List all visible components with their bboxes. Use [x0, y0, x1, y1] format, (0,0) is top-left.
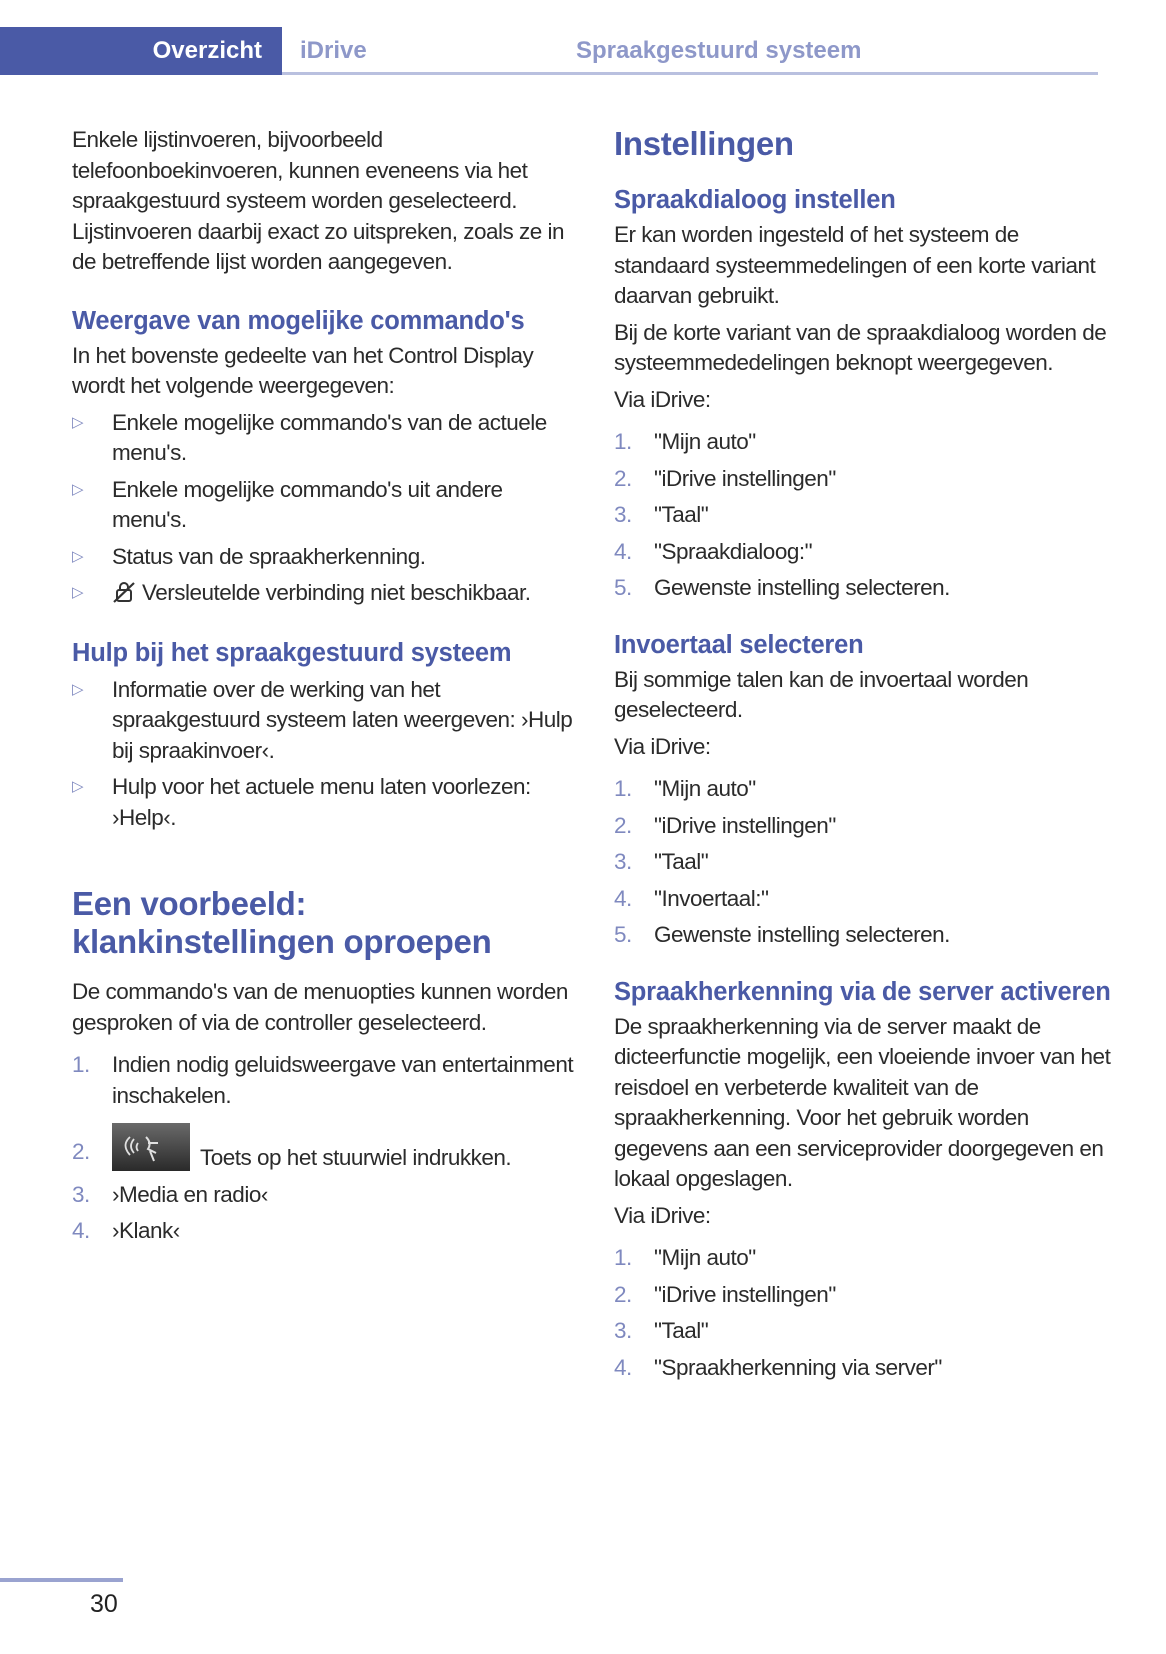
list-item: 1. "Mijn auto"	[614, 1245, 756, 1270]
spraakherkenning-steps	[614, 1243, 1114, 1383]
header-tab-overzicht: Overzicht	[0, 27, 282, 75]
page-number: 30	[90, 1590, 118, 1618]
list-item: 4. "Spraakherkenning via server"	[614, 1354, 942, 1380]
section-title-commands: Weergave van mogelijke commando's	[72, 306, 525, 335]
spraakdialoog-steps	[614, 427, 1114, 604]
section-text-commands: In het bovenste gedeelte van het Control Display wordt het volgende weergegeven:	[72, 342, 534, 398]
triangle-bullet-icon: ▷	[72, 680, 84, 698]
section-title-help: Hulp bij het spraakgestuurd systeem	[72, 638, 512, 667]
paragraph: Er kan worden ingesteld of het systeem de standaard systeemmedelingen of een korte variant daarvan gebruikt.	[614, 222, 1096, 308]
list-item: ▷ Enkele mogelijke commando's uit andere menu's.	[72, 476, 503, 532]
list-item: 4. ›Klank‹	[72, 1218, 180, 1243]
intro-paragraph: Enkele lijstinvoeren, bijvoorbeeld telefoonboekinvoeren, kunnen eveneens via het spraakgestuurd systeem worden geselecteerd. Lijstinvoeren daarbij exact zo uitspreken, zoals ze in de betreffende lijst worden aangegeven.	[72, 127, 565, 274]
list-item: 4. "Spraakdialoog:"	[614, 538, 813, 564]
via-idrive-label: Via iDrive:	[614, 733, 711, 759]
header-tab-idrive: iDrive	[300, 37, 367, 64]
list-item: 1. Indien nodig geluidsweergave van entertainment inschakelen.	[72, 1052, 574, 1108]
voice-button-icon	[112, 1123, 190, 1171]
invoertaal-steps	[614, 774, 1114, 951]
list-item: 2. "iDrive instellingen"	[614, 465, 836, 491]
list-item: 4. "Invoertaal:"	[614, 885, 769, 911]
section-title-spraakdialoog: Spraakdialoog instellen	[614, 186, 896, 214]
triangle-bullet-icon: ▷	[72, 584, 84, 601]
list-item: ▷ Informatie over de werking van het spraakgestuurd systeem laten weergeven: ›Hulp bij spraakinvoer‹.	[72, 676, 573, 763]
list-item: 3. ›Media en radio‹	[72, 1181, 268, 1207]
section-title-instellingen: Instellingen	[614, 125, 794, 162]
example-steps	[72, 1050, 580, 1247]
section-title-invoertaal: Invoertaal selecteren	[614, 630, 864, 659]
list-item: 5. Gewenste instelling selecteren.	[614, 922, 950, 947]
header-divider	[282, 72, 1098, 75]
list-item: 2. "iDrive instellingen"	[614, 1281, 836, 1307]
footer-divider	[0, 1578, 123, 1582]
triangle-bullet-icon: ▷	[72, 413, 84, 431]
list-item: ▷ Enkele mogelijke commando's van de actuele menu's.	[72, 409, 547, 465]
list-item: 1. "Mijn auto"	[614, 776, 756, 801]
list-item: 3. "Taal"	[614, 849, 709, 874]
left-column	[72, 125, 580, 1247]
encryption-unavailable-icon	[112, 581, 136, 612]
triangle-bullet-icon: ▷	[72, 480, 84, 498]
right-column	[614, 125, 1114, 1383]
help-list	[72, 675, 580, 834]
triangle-bullet-icon: ▷	[72, 547, 84, 565]
list-item: 5. Gewenste instelling selecteren.	[614, 575, 950, 600]
section-title-example: Een voorbeeld: klankinstellingen oproepen	[72, 885, 492, 960]
header-tab-spraakgestuurd-systeem: Spraakgestuurd systeem	[576, 37, 862, 64]
paragraph: De spraakherkenning via de server maakt de dicteerfunctie mogelijk, een vloeiende invoer van het reisdoel en verbeterde kwaliteit van de spraakherkenning. Voor het gebruik worden gegevens aan een serviceprovider doorgegeven en lokaal opgeslagen.	[614, 1013, 1111, 1191]
list-item: 3. "Taal"	[614, 1318, 709, 1343]
command-list	[72, 408, 580, 612]
list-item: 2. "iDrive instellingen"	[614, 812, 836, 838]
triangle-bullet-icon: ▷	[72, 778, 84, 795]
paragraph: Bij de korte variant van de spraakdialoog worden de systeemmededelingen beknopt weergegeven.	[614, 319, 1107, 375]
list-item: ▷ Hulp voor het actuele menu laten voorlezen: ›Help‹.	[72, 774, 531, 830]
section-text-example: De commando's van de menuopties kunnen worden gesproken of via de controller geselecteerd.	[72, 979, 568, 1035]
list-item: 3. "Taal"	[614, 502, 709, 527]
paragraph: Bij sommige talen kan de invoertaal worden geselecteerd.	[614, 666, 1029, 722]
list-item: 2. Toets op het stuurwiel indrukken.	[72, 1123, 580, 1174]
via-idrive-label: Via iDrive:	[614, 1202, 711, 1228]
list-item: ▷ Versleutelde verbinding niet beschikbaar.	[72, 578, 580, 612]
list-item: ▷ Status van de spraakherkenning.	[72, 542, 580, 573]
list-item: 1. "Mijn auto"	[614, 429, 756, 454]
section-title-spraakherkenning-server: Spraakherkenning via de server activeren	[614, 977, 1111, 1006]
via-idrive-label: Via iDrive:	[614, 386, 711, 412]
page-header	[0, 27, 1098, 75]
